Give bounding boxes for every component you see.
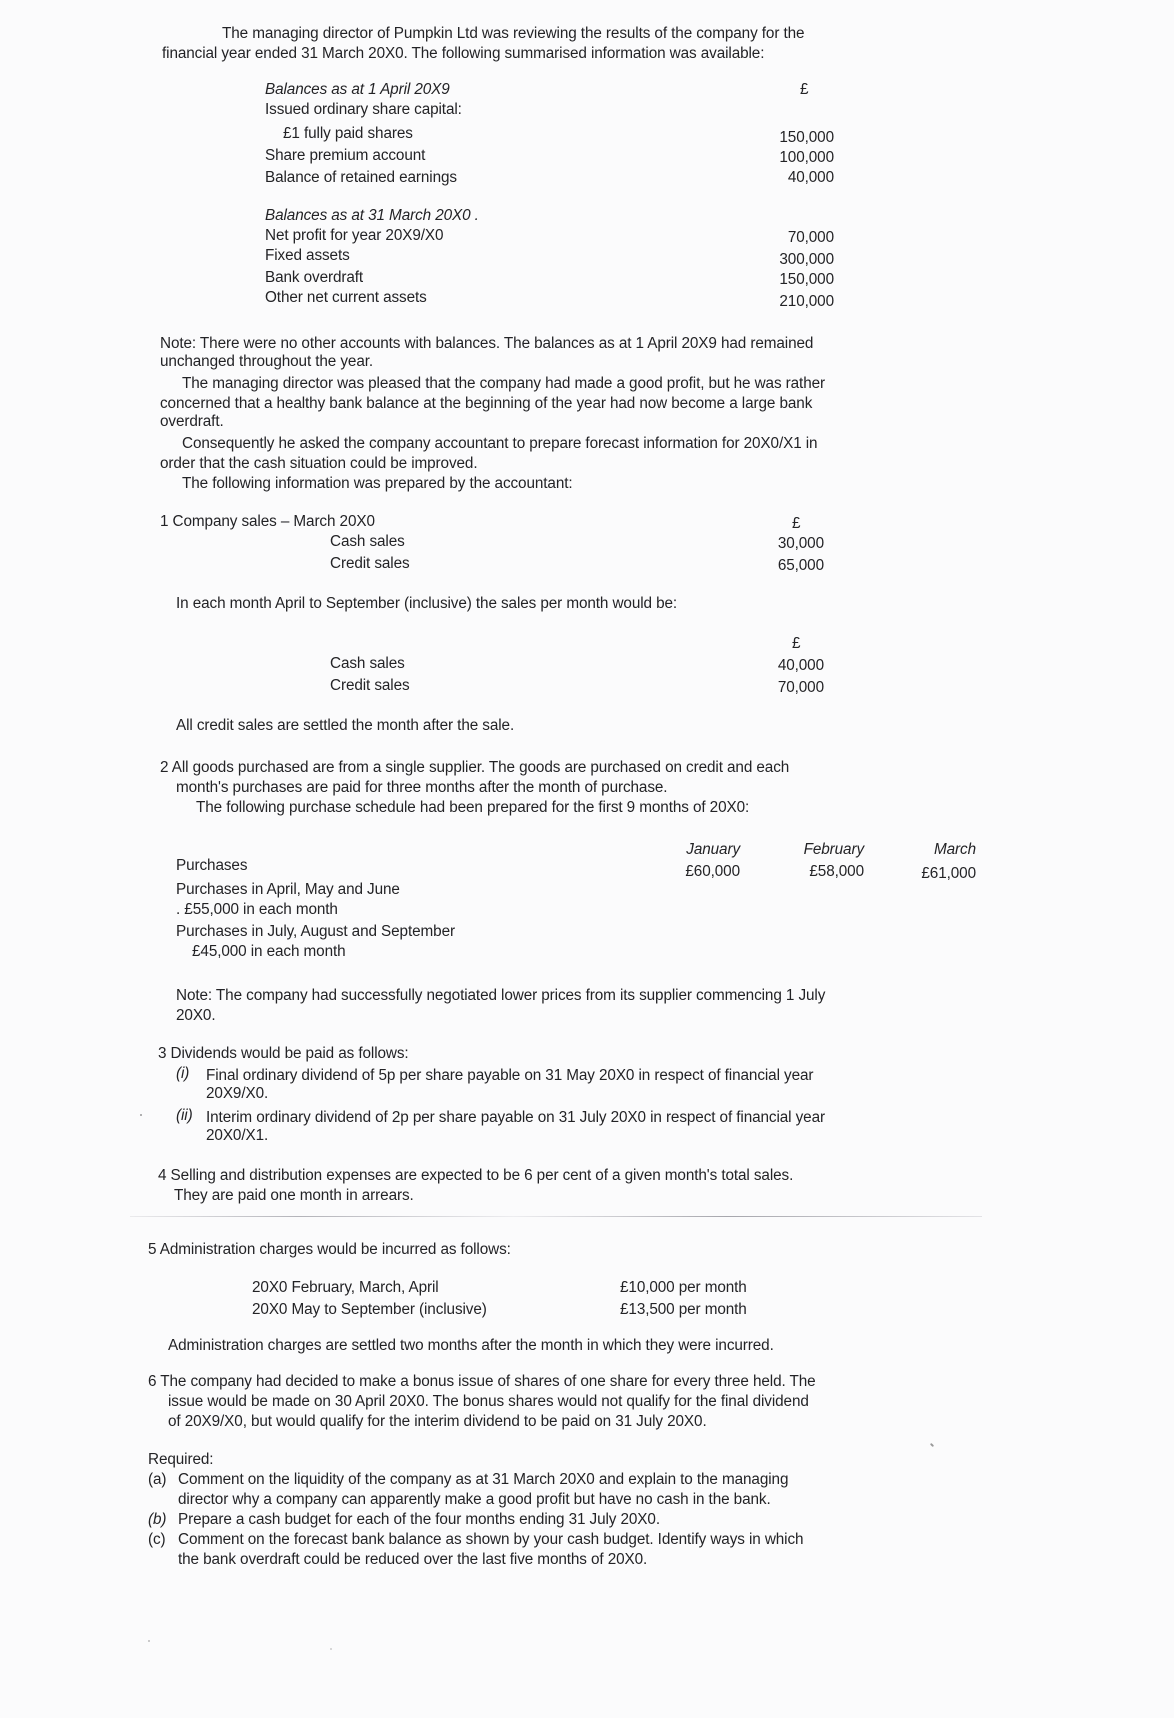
currency-symbol: £ [800,81,809,98]
item2-line-2: month's purchases are paid for three months after the month of purchase. [176,779,668,796]
admin-period: 20X0 February, March, April [252,1279,439,1296]
item5-heading: 5 Administration charges would be incurred as follows: [148,1241,511,1258]
opening-row-label: Share premium account [265,147,426,164]
note-line-1: Note: There were no other accounts with balances. The balances as at 1 April 20X9 had remained [160,335,814,352]
item1-heading: 1 Company sales – March 20X0 [160,513,375,530]
closing-balances-heading: Balances as at 31 March 20X0 . [265,207,479,224]
march-sales-value: 30,000 [777,535,824,552]
required-a-line-1: Comment on the liquidity of the company as at 31 March 20X0 and explain to the managing [178,1471,789,1488]
closing-row-label: Net profit for year 20X9/X0 [265,227,444,244]
currency-symbol: £ [792,515,801,532]
opening-row-label: Balance of retained earnings [265,169,457,186]
closing-row-value: 210,000 [779,293,834,310]
closing-row-value: 300,000 [779,251,834,268]
purchases-value: £61,000 [921,865,976,882]
opening-row-value: 40,000 [787,169,834,186]
required-b-line-1: Prepare a cash budget for each of the four months ending 31 July 20X0. [178,1511,660,1528]
march-sales-label: Credit sales [330,555,410,572]
list-marker: (b) [148,1511,167,1528]
required-c-line-1: Comment on the forecast bank balance as shown by your cash budget. Identify ways in which [178,1531,804,1548]
opening-balances-heading: Balances as at 1 April 20X9 [265,81,450,98]
item6-line-1: 6 The company had decided to make a bonus issue of shares of one share for every three held. The [148,1373,816,1390]
closing-row-value: 70,000 [787,229,834,246]
currency-symbol: £ [792,635,801,652]
march-sales-value: 65,000 [777,557,824,574]
month-header: February [803,841,864,858]
dividend-final-line-2: 20X9/X0. [206,1085,269,1102]
list-marker: (c) [148,1531,166,1548]
narrative-line: order that the cash situation could be improved. [160,455,478,472]
closing-row-label: Bank overdraft [265,269,364,286]
purchases-apr-jun-label: Purchases in April, May and June [176,881,400,898]
closing-row-value: 150,000 [779,271,834,288]
list-marker: (i) [176,1065,190,1082]
narrative-line: The managing director was pleased that the company had made a good profit, but he was rather [182,375,826,392]
note-line-2: unchanged throughout the year. [160,353,374,370]
scan-speck [930,1443,934,1447]
narrative-line: The following information was prepared by the accountant: [182,475,573,492]
intro-line-2: financial year ended 31 March 20X0. The following summarised information was available: [162,45,765,62]
march-sales-label: Cash sales [330,533,405,550]
monthly-sales-value: 70,000 [777,679,824,696]
narrative-line: overdraft. [160,413,224,430]
item2-line-3: The following purchase schedule had been prepared for the first 9 months of 20X0: [196,799,750,816]
dividend-interim-line-2: 20X0/X1. [206,1127,269,1144]
item3-heading: 3 Dividends would be paid as follows: [158,1045,409,1062]
month-header: January [686,841,740,858]
purchases-apr-jun-value: . £55,000 in each month [176,901,338,918]
admin-period: 20X0 May to September (inclusive) [252,1301,487,1318]
opening-row-value: 100,000 [779,149,834,166]
list-marker: (a) [148,1471,167,1488]
item4-line-2: They are paid one month in arrears. [174,1187,414,1204]
credit-settlement-note: All credit sales are settled the month after the sale. [176,717,515,734]
purchases-value: £58,000 [809,863,864,880]
required-c-line-2: the bank overdraft could be reduced over the last five months of 20X0. [178,1551,648,1568]
admin-settlement-note: Administration charges are settled two months after the month in which they were incurred. [168,1337,774,1354]
scan-speck [140,1114,142,1116]
item2-line-1: 2 All goods purchased are from a single supplier. The goods are purchased on credit and each [160,759,790,776]
narrative-line: concerned that a healthy bank balance at the beginning of the year had now become a large bank [160,395,813,412]
opening-row-value: 150,000 [779,129,834,146]
supplier-note-line-2: 20X0. [176,1007,216,1024]
item4-line-1: 4 Selling and distribution expenses are expected to be 6 per cent of a given month's total sales. [158,1167,794,1184]
purchases-jul-sep-value: £45,000 in each month [192,943,346,960]
divider-rule [130,1216,982,1217]
monthly-sales-label: Credit sales [330,677,410,694]
month-header: March [934,841,976,858]
opening-row-label: £1 fully paid shares [283,125,413,142]
purchases-jul-sep-label: Purchases in July, August and September [176,923,455,940]
scan-speck [330,1648,332,1650]
item6-line-2: issue would be made on 30 April 20X0. The bonus shares would not qualify for the final dividend [168,1393,809,1410]
monthly-sales-value: 40,000 [777,657,824,674]
monthly-sales-intro: In each month April to September (inclusive) the sales per month would be: [176,595,678,612]
opening-row-label: Issued ordinary share capital: [265,101,462,118]
purchases-label: Purchases [176,857,248,874]
intro-line-1: The managing director of Pumpkin Ltd was reviewing the results of the company for the [222,25,805,42]
admin-amount: £10,000 per month [620,1279,747,1296]
admin-amount: £13,500 per month [620,1301,747,1318]
dividend-final-line-1: Final ordinary dividend of 5p per share payable on 31 May 20X0 in respect of financial year [206,1067,814,1084]
required-heading: Required: [148,1451,214,1468]
dividend-interim-line-1: Interim ordinary dividend of 2p per share payable on 31 July 20X0 in respect of financial year [206,1109,825,1126]
monthly-sales-label: Cash sales [330,655,405,672]
closing-row-label: Other net current assets [265,289,427,306]
required-a-line-2: director why a company can apparently make a good profit but have no cash in the bank. [178,1491,771,1508]
narrative-line: Consequently he asked the company accountant to prepare forecast information for 20X0/X1 in [182,435,818,452]
purchases-value: £60,000 [685,863,740,880]
list-marker: (ii) [176,1107,193,1124]
item6-line-3: of 20X9/X0, but would qualify for the interim dividend to be paid on 31 July 20X0. [168,1413,707,1430]
closing-row-label: Fixed assets [265,247,350,264]
scan-speck [148,1640,150,1642]
supplier-note-line-1: Note: The company had successfully negotiated lower prices from its supplier commencing 1 July [176,987,826,1004]
